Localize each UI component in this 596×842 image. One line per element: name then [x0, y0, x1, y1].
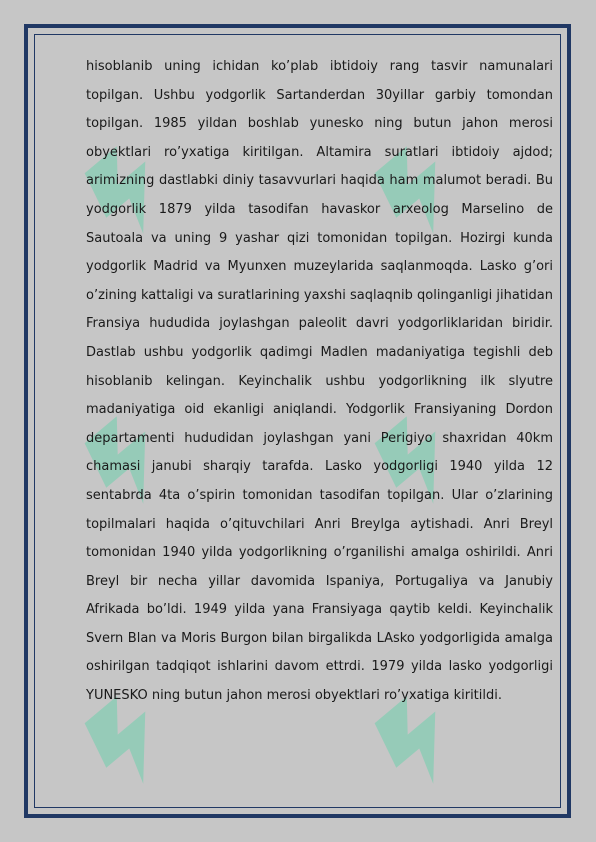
document-body — [86, 53, 553, 711]
body-paragraph: hisoblanib uning ichidan ko’plab ibtidoiy rang tasvir namunalari topilgan. Ushbu yodgorlik Sartanderdan 30yillar garbiy tomondan topilgan. 1985 yildan boshlab yunesko ning butun jahon merosi obyektlari ro’yxatiga kiritilgan. Altamira suratlari ibtidoiy ajdod; arimizning dastlabki diniy tasavvurlari haqida ham malumot beradi. Bu yodgorlik 1879 yilda tasodifan havaskor arxeolog Marselino de Sautoala va uning 9 yashar qizi tomonidan topilgan. Hozirgi kunda yodgorlik Madrid va Myunxen muzeylarida saqlanmoqda. Lasko g’ori o’zining kattaligi va suratlarining yaxshi saqlaqnib qolinganligi jihatidan Fransiya hududida joylashgan paleolit davri yodgorliklaridan biridir. Dastlab ushbu yodgorlik qadimgi Madlen madaniyatiga tegishli deb hisoblanib kelingan. Keyinchalik ushbu yodgorlikning ilk slyutre madaniyatiga oid ekanligi aniqlandi. Yodgorlik Fransiyaning Dordon departamenti hududidan joylashgan yani Perigiyo shaxridan 40km chamasi janubi sharqiy tarafda. Lasko yodgorligi 1940 yilda 12 sentabrda 4ta o’spirin tomonidan tasodifan topilgan. Ular o’zlarining topilmalari haqida o’qituvchilari Anri Breylga aytishadi. Anri Breyl tomonidan 1940 yilda yodgorlikning o’rganilishi amalga oshirildi. Anri Breyl bir necha yillar davomida Ispaniya, Portugaliya va Janubiy Afrikada bo’ldi. 1949 yilda yana Fransiyaga qaytib keldi. Keyinchalik Svern Blan va Moris Burgon bilan birgalikda LAsko yodgorligida amalga oshirilgan tadqiqot ishlarini davom ettrdi. 1979 yilda lasko yodgorligi YUNESKO ning butun jahon merosi obyektlari ro’yxatiga kiritildi. — [86, 59, 553, 704]
